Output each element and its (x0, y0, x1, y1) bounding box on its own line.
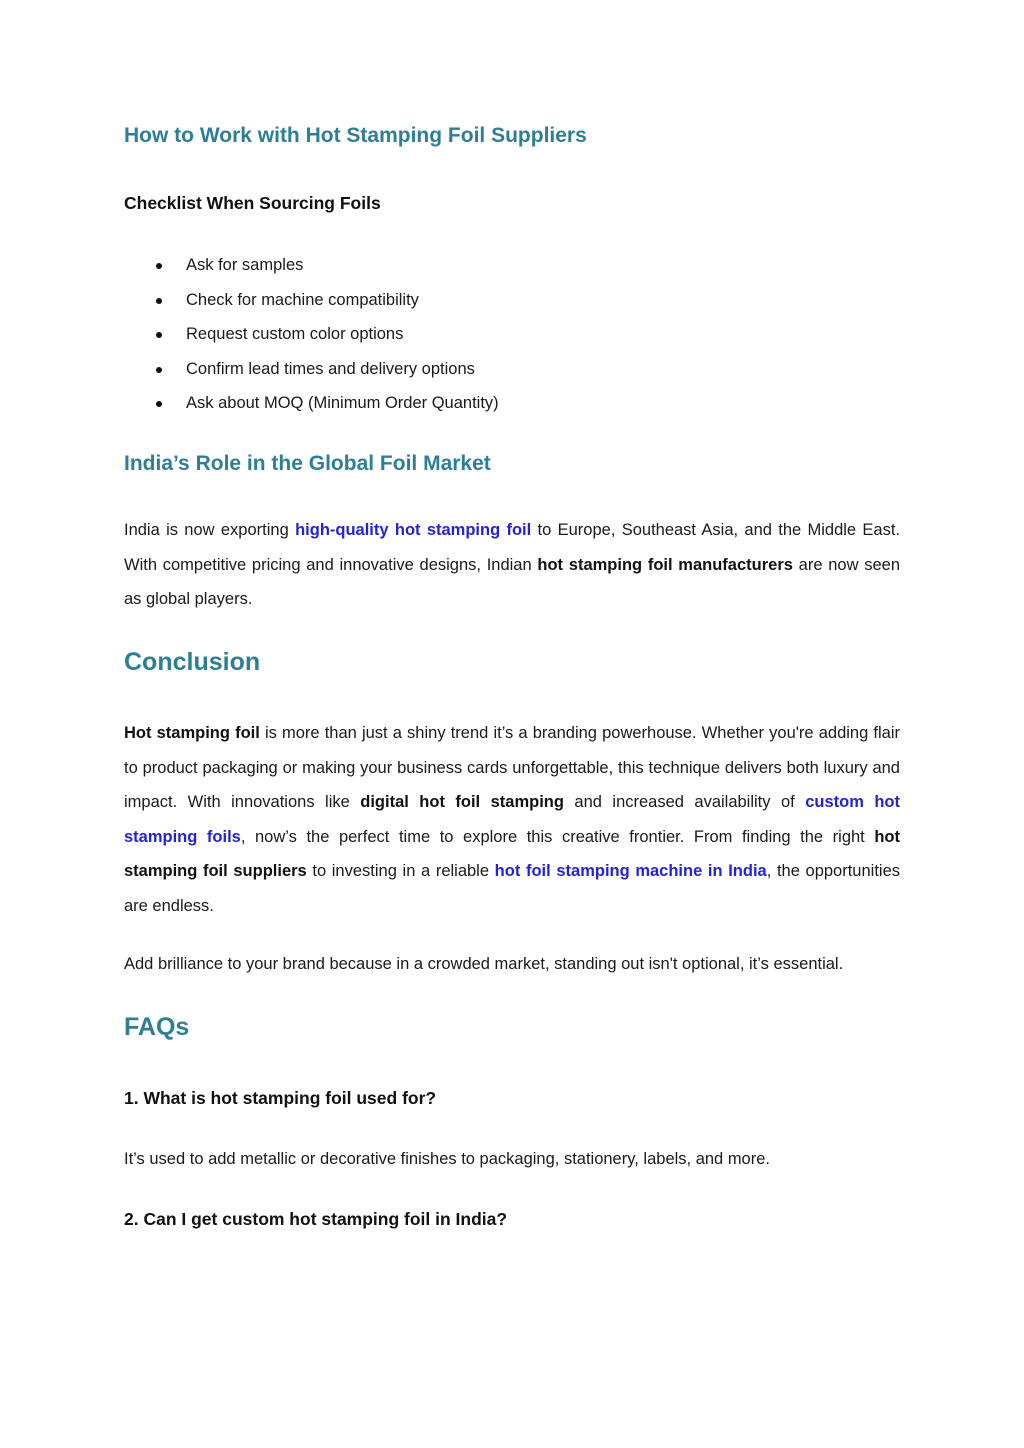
checklist-heading: Checklist When Sourcing Foils (124, 193, 381, 213)
bullet-icon (156, 298, 162, 304)
list-item: Ask about MOQ (Minimum Order Quantity) (124, 390, 499, 425)
list-item: Request custom color options (124, 321, 499, 356)
bullet-icon (156, 367, 162, 373)
list-item: Ask for samples (124, 252, 499, 287)
suppliers-heading: How to Work with Hot Stamping Foil Suppliers (124, 124, 587, 147)
bold-suppliers: hot stamping foil suppliers (124, 827, 900, 881)
checklist-list (124, 252, 499, 425)
list-item: Check for machine compatibility (124, 287, 499, 322)
faq-question-1: 1. What is hot stamping foil used for? (124, 1088, 437, 1108)
conclusion-paragraph: Hot stamping foil is more than just a shiny trend it’s a branding powerhouse. Whether you're adding flair to product packaging or making your business cards unforgettable, this technique delivers both luxury and impact. With innovations like digital hot foil stamping and increased availability of custom hot stamping foils, now’s the perfect time to explore this creative frontier. From finding the right hot stamping foil suppliers to investing in a reliable hot foil stamping machine in India, the opportunities are endless. (124, 724, 901, 915)
stamping-machine-link[interactable]: hot foil stamping machine in India (494, 862, 767, 881)
bullet-icon (156, 263, 162, 269)
india-heading: India’s Role in the Global Foil Market (124, 452, 491, 475)
bullet-icon (156, 401, 162, 407)
bullet-icon (156, 332, 162, 338)
list-item: Confirm lead times and delivery options (124, 356, 499, 391)
faqs-heading: FAQs (124, 1013, 190, 1041)
faq-answer-1: It’s used to add metallic or decorative finishes to packaging, stationery, labels, and more. (124, 1150, 770, 1168)
bold-digital-stamping: digital hot foil stamping (360, 793, 564, 812)
bold-manufacturers: hot stamping foil manufacturers (537, 555, 793, 574)
bold-hot-stamping-foil: Hot stamping foil (124, 724, 260, 742)
faq-question-2: 2. Can I get custom hot stamping foil in India? (124, 1209, 508, 1229)
india-paragraph: India is now exporting high-quality hot stamping foil to Europe, Southeast Asia, and the Middle East. With competitive pricing and innovative designs, Indian hot stamping foil manufacturers are now seen as global players. (124, 521, 901, 609)
high-quality-foil-link[interactable]: high-quality hot stamping foil (295, 521, 532, 539)
custom-foils-link[interactable]: custom hot stamping foils (124, 793, 900, 846)
closing-sentence: Add brilliance to your brand because in a crowded market, standing out isn't optional, it’s essential. (124, 955, 844, 973)
conclusion-heading: Conclusion (124, 648, 261, 676)
